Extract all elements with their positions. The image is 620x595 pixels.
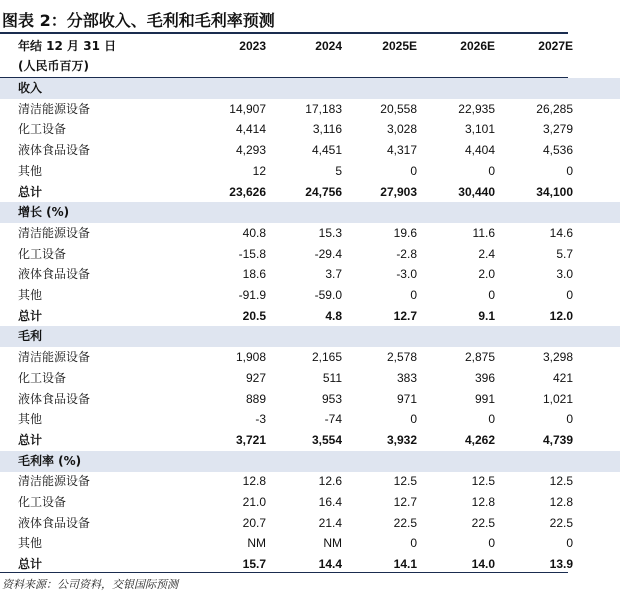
table-cell: 20.5 [242,308,266,323]
table-row [0,264,620,285]
table-cell: 3.7 [325,267,342,282]
table-cell: 14.1 [393,557,417,572]
table-cell: 1,021 [542,391,573,406]
table-cell: 2.4 [478,246,495,261]
table-cell: 16.4 [318,495,342,509]
table-cell: -15.8 [238,246,266,261]
table-header-unit [0,56,620,77]
table-cell: 0 [488,288,495,302]
row-label: 化工设备 [18,495,67,509]
table-total-row [0,430,620,451]
table-cell: 4,262 [464,432,495,447]
table-cell: 15.7 [242,557,266,572]
header-year-end-label: 年结 12 月 31 日 [18,39,117,53]
table-cell: 12.7 [393,308,417,323]
table-cell: 22.5 [549,515,573,530]
table-cell: 991 [474,391,495,406]
table-cell: 27,903 [380,184,417,199]
table-cell: 12.6 [318,474,342,489]
table-cell: 3,298 [542,350,573,365]
header-year-2025e: 2025E [382,39,417,53]
table-row [0,513,620,534]
table-cell: 9.1 [478,308,495,323]
row-label: 化工设备 [18,122,67,137]
table-cell: 4,451 [311,143,342,158]
table-cell: 22.5 [393,515,417,530]
section-header [0,451,620,472]
table-cell: 5 [335,163,342,178]
table-bottom-rule [0,572,568,573]
table-cell: 14,907 [229,101,266,116]
header-year-2024: 2024 [315,39,342,53]
row-label: 液体食品设备 [18,391,91,406]
table-cell: 12.8 [471,495,495,509]
table-cell: -2.8 [396,246,417,261]
table-cell: 0 [410,412,417,427]
table-cell: 4,536 [542,143,573,158]
table-cell: 22.5 [471,515,495,530]
table-cell: 13.9 [549,557,573,572]
table-cell: 5.7 [556,246,573,261]
table-cell: 3,028 [386,122,417,137]
table-cell: 4,317 [386,143,417,158]
table-cell: 421 [552,370,573,385]
table-cell: 1,908 [235,350,266,365]
table-cell: 3,101 [464,122,495,137]
table-cell: 2,165 [311,350,342,365]
table-cell: 4,293 [235,143,266,158]
table-cell: 889 [245,391,266,406]
table-row [0,347,620,368]
table-cell: 2,578 [386,350,417,365]
row-label: 液体食品设备 [18,143,91,158]
table-cell: 12.5 [471,474,495,489]
table-row [0,223,620,244]
table-cell: 3.0 [556,267,573,282]
table-cell: 3,554 [311,432,342,447]
table-cell: 3,721 [235,432,266,447]
table-cell: 12.0 [549,308,573,323]
table-cell: 927 [245,370,266,385]
table-cell: 396 [474,370,495,385]
table-cell: 12.5 [549,474,573,489]
table-total-row [0,306,620,327]
table-cell: 4,414 [235,122,266,137]
row-label: 清洁能源设备 [18,101,91,116]
table-cell: NM [247,536,266,551]
row-label: 总计 [18,308,43,323]
table-cell: 23,626 [229,184,266,199]
table-cell: 0 [410,288,417,302]
table-cell: -3.0 [396,267,417,282]
row-label: 清洁能源设备 [18,350,91,365]
table-cell: 19.6 [393,225,417,240]
table-cell: 30,440 [458,184,495,199]
table-cell: -29.4 [314,246,342,261]
title-divider [0,32,568,34]
section-title: 增长 (%) [18,205,70,220]
table-row [0,492,620,513]
table-cell: 3,116 [312,122,342,137]
row-label: 液体食品设备 [18,267,91,282]
table-row [0,119,620,140]
table-row [0,471,620,492]
table-cell: 26,285 [536,101,573,116]
row-label: 总计 [18,557,43,572]
table-cell: 3,279 [542,122,573,137]
table-cell: 12.8 [549,495,573,509]
row-label: 清洁能源设备 [18,225,91,240]
row-label: 其他 [18,163,43,178]
table-cell: 34,100 [536,184,573,199]
table-total-row [0,182,620,203]
table-cell: 0 [410,536,417,551]
header-unit-label: (人民币百万) [18,59,89,73]
table-cell: 953 [321,391,342,406]
table-row [0,99,620,120]
table-row [0,244,620,265]
row-label: 其他 [18,412,43,427]
table-row [0,368,620,389]
table-cell: 0 [566,288,573,302]
table-cell: 511 [322,370,342,385]
row-label: 其他 [18,288,43,302]
row-label: 液体食品设备 [18,515,91,530]
table-cell: -3 [255,412,266,427]
table-cell: NM [323,536,342,551]
table-cell: 20.7 [242,515,266,530]
table-row [0,533,620,554]
table-cell: 0 [488,536,495,551]
table-cell: 12.8 [242,474,266,489]
section-title: 毛利率 (%) [18,453,82,468]
table-cell: 21.0 [242,495,266,509]
table-cell: 11.6 [472,225,495,240]
header-year-2026e: 2026E [460,39,495,53]
row-label: 化工设备 [18,246,67,261]
row-label: 化工设备 [18,370,67,385]
table-cell: 2,875 [464,350,495,365]
table-cell: -91.9 [238,288,266,302]
section-header [0,78,620,99]
table-cell: 0 [566,536,573,551]
section-title: 收入 [18,81,43,95]
table-cell: 4.8 [325,308,342,323]
table-cell: 12 [252,163,266,178]
row-label: 其他 [18,536,43,551]
section-title: 毛利 [18,329,43,344]
table-cell: 4,739 [542,432,573,447]
table-row [0,389,620,410]
figure-title: 图表 2：分部收入、毛利和毛利率预测 [2,11,275,30]
table-cell: 14.4 [318,557,342,572]
table-cell: 0 [410,163,417,178]
row-label: 总计 [18,184,43,199]
header-year-2027e: 2027E [538,39,573,53]
table-cell: 18.6 [242,267,266,282]
row-label: 总计 [18,432,43,447]
row-label: 清洁能源设备 [18,474,91,489]
table-cell: 0 [566,412,573,427]
table-cell: 20,558 [380,101,417,116]
table-cell: 17,183 [305,101,342,116]
table-cell: 971 [396,391,417,406]
table-cell: 0 [488,412,495,427]
table-cell: 12.7 [393,495,417,509]
section-header [0,202,620,223]
table-cell: 40.8 [242,225,266,240]
table-cell: 15.3 [318,225,342,240]
section-header [0,326,620,347]
table-row [0,409,620,430]
table-header [0,36,620,57]
table-cell: 14.6 [549,225,573,240]
table-cell: 21.4 [318,515,342,530]
table-cell: -74 [324,412,342,427]
source-note: 资料来源：公司资料，交银国际预测 [2,578,178,591]
table-cell: 383 [396,370,417,385]
table-cell: 12.5 [393,474,417,489]
table-cell: 3,932 [386,432,417,447]
table-cell: 0 [488,163,495,178]
table-cell: -59.0 [314,288,342,302]
table-cell: 0 [566,163,573,178]
table-cell: 22,935 [458,101,495,116]
table-row [0,140,620,161]
table-cell: 2.0 [478,267,495,282]
table-row [0,285,620,306]
table-cell: 24,756 [305,184,342,199]
table-cell: 14.0 [471,557,495,572]
header-year-2023: 2023 [239,39,266,53]
table-row [0,161,620,182]
table-cell: 4,404 [464,143,495,158]
